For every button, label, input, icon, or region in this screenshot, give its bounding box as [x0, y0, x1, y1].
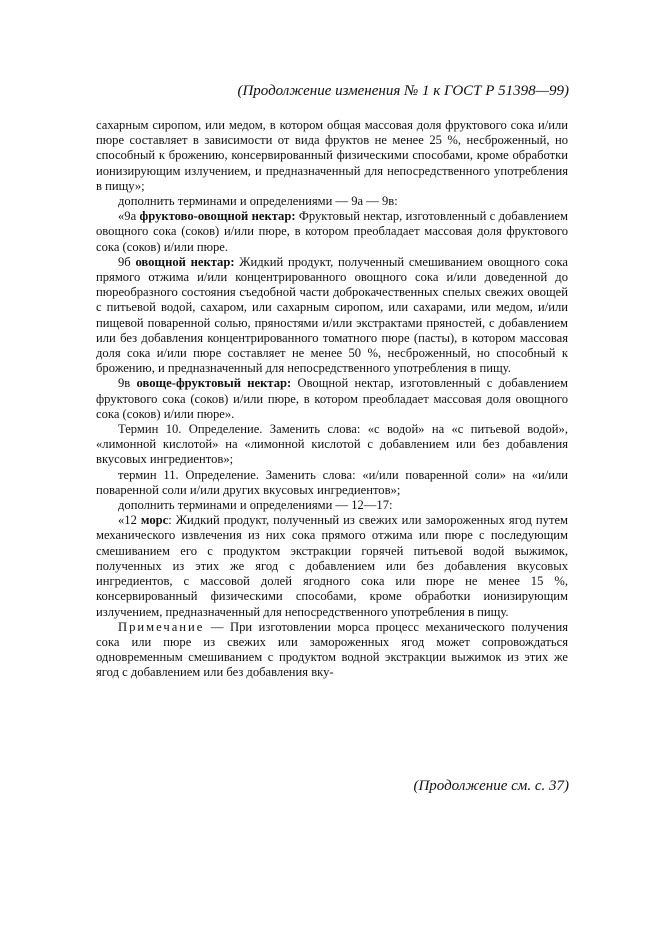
term-definition: Фруктовый нектар, изготовленный с добавлением овощного сока (соков) и/или пюре, в котором преобладает массовая доля фруктового сока (соков) и/или пюре.: [96, 209, 568, 254]
paragraph-continuation: сахарным сиропом, или медом, в котором общая массовая доля фруктового сока и/или пюре составляет в зависимости от вида фруктов не менее 25 %, несброженный, но способный к брожению, консервированный физическими способами, кроме обработки ионизирующим излучением, и предназначенный для непосредственного употребления в пищу»;: [96, 118, 568, 193]
note-text: — При изготовлении морса процесс механического получения сока или пюре из свежих или замороженных ягод может сопровождаться одновременным смешиванием с продуктом водной экстракции выжимок из этих же ягод с добавлением или без добавления вку-: [96, 619, 568, 680]
document-body: [96, 118, 568, 681]
term-number: 9в: [118, 376, 137, 391]
term-name: фруктово-овощной нектар:: [139, 209, 296, 224]
term-name: овоще-фруктовый нектар:: [136, 376, 292, 391]
paragraph-add-terms-12-17: дополнить терминами и определениями — 12—17:: [118, 498, 393, 513]
paragraph-term-9b: [96, 255, 568, 377]
term-number: «9а: [118, 209, 140, 224]
paragraph-term-10: Термин 10. Определение. Заменить слова: «с водой» на «с питьевой водой», «лимонной кислотой» на «лимонной кислотой с добавлением или без добавления вкусовых ингредиентов»;: [96, 422, 568, 467]
paragraph-term-9a: [96, 209, 568, 255]
note-label: Примечание: [118, 619, 205, 634]
term-number: 9б: [118, 254, 136, 269]
paragraph-note: [96, 620, 568, 681]
term-definition: : Жидкий продукт, полученный из свежих или замороженных ягод путем механического извлечения из них сока прямого отжима или пюре с последующим смешиванием его с продуктом экстракции горячей питьевой водой выжимок, полученных из этих же ягод с добавлением или без добавления вкусовых ингредиентов, с массовой долей ягодного сока или пюре не менее 15 %, консервированный физическими способами, кроме обработки ионизирующим излучением, предназначенный для непосредственного употребления в пищу.: [96, 513, 569, 619]
term-definition: Жидкий продукт, полученный смешиванием овощного сока прямого отжима и/или концентрированного овощного сока и/или доведенной до пюреобразного состояния съедобной части доброкачественных спелых свежих овощей с питьевой водой, сахаром, или сахарным сиропом, или сахарами, или медом, и/или пищевой поваренной солью, пряностями и/или экстрактами пряностей, с добавлением или без добавления концентрированного томатного пюре (пасты), в котором массовая доля сока и/или пюре составляет не менее 50 %, несброженный, но способный к брожению, и предназначенный для непосредственного употребления в пищу.: [96, 254, 568, 376]
term-definition: Овощной нектар, изготовленный с добавлением фруктового сока (соков) и/или пюре, в котором преобладает массовая доля овощного сока (соков) и/или пюре».: [96, 376, 568, 421]
paragraph-term-9v: [96, 376, 568, 422]
term-name: морс: [140, 513, 169, 528]
term-number: «12: [118, 513, 141, 528]
page-footer: (Продолжение см. с. 37): [413, 778, 569, 794]
term-name: овощной нектар:: [135, 254, 235, 269]
paragraph-add-terms-9: дополнить терминами и определениями — 9а — 9в:: [118, 194, 398, 209]
page-header: (Продолжение изменения № 1 к ГОСТ Р 51398—99): [237, 83, 569, 99]
paragraph-term-11: термин 11. Определение. Заменить слова: «и/или поваренной соли» на «и/или поваренной соли и/или других вкусовых ингредиентов»;: [96, 467, 568, 497]
paragraph-term-12: [96, 513, 568, 619]
